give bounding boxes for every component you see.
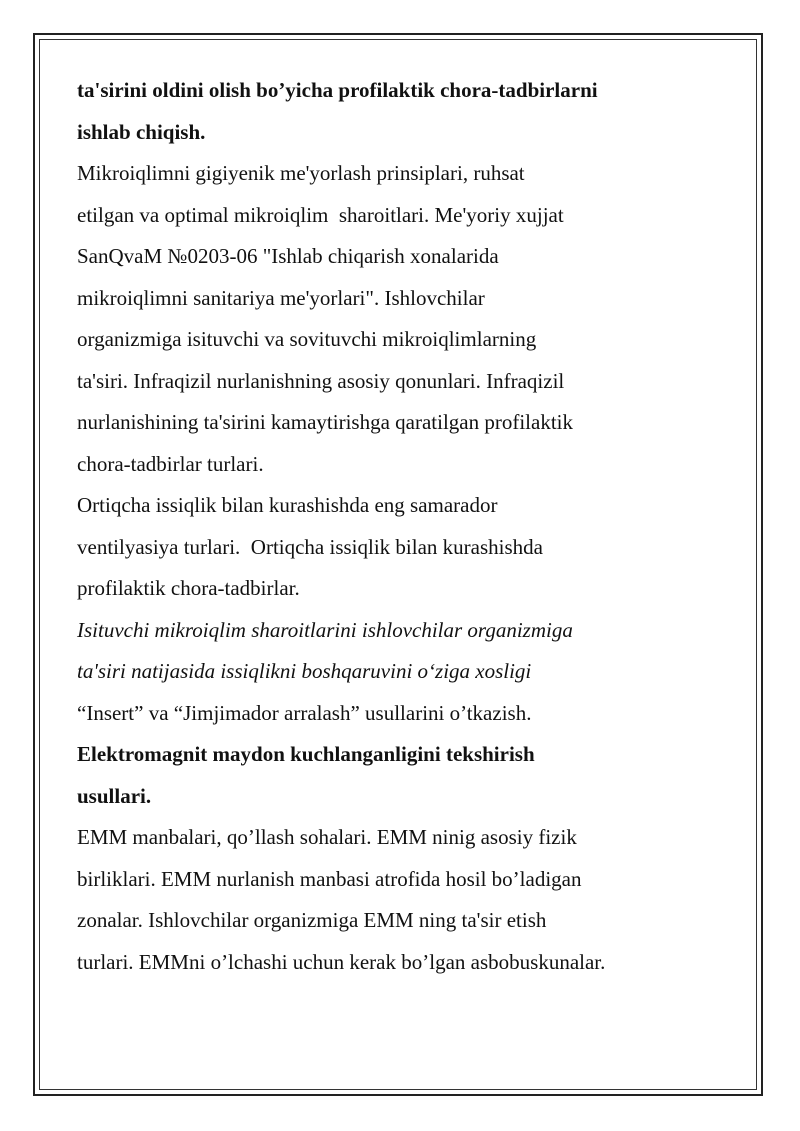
text-line: etilgan va optimal mikroiqlim sharoitlari. Me'yoriy xujjat [77,202,564,227]
text-line: EMM manbalari, qo’llash sohalari. EMM ninig asosiy fizik [77,825,577,849]
text-line: chora-tadbirlar turlari. [77,451,264,476]
text-line: nurlanishining ta'sirini kamaytirishga qaratilgan profilaktik [77,410,574,434]
text-line: ta'siri natijasida issiqlikni boshqaruvini o‘ziga xosligi [77,659,532,683]
text-line: turlari. EMMni o’lchashi uchun kerak bo’lgan asbobuskunalar. [77,949,606,974]
text-line: ventilyasiya turlari. Ortiqcha issiqlik bilan kurashishda [77,534,543,559]
text-line: mikroiqlimni sanitariya me'yorlari". Ishlovchilar [77,285,485,310]
text-line: “Insert” va “Jimjimador arralash” usullarini o’tkazish. [77,700,532,725]
text-line: Isituvchi mikroiqlim sharoitlarini ishlovchilar organizmiga [77,617,573,642]
text-line: zonalar. Ishlovchilar organizmiga EMM ning ta'sir etish [77,908,547,932]
text-line: Elektromagnit maydon kuchlanganligini tekshirish [77,742,535,766]
text-line: ishlab chiqish. [77,119,206,144]
text-line: ta'sirini oldini olish bo’yicha profilaktik chora-tadbirlarni [77,78,598,102]
text-line: ta'siri. Infraqizil nurlanishning asosiy qonunlari. Infraqizil [77,368,565,393]
text-line: SanQvaM №0203-06 "Ishlab chiqarish xonalarida [77,244,499,268]
text-line: profilaktik chora-tadbirlar. [77,576,300,600]
text-line: Ortiqcha issiqlik bilan kurashishda eng samarador [77,493,498,517]
text-line: organizmiga isituvchi va sovituvchi mikroiqlimlarning [77,327,537,351]
text-line: usullari. [77,783,152,808]
text-line: Mikroiqlimni gigiyenik me'yorlash prinsiplari, ruhsat [77,161,525,185]
document-body [77,70,737,983]
text-line: birliklari. EMM nurlanish manbasi atrofida hosil bo’ladigan [77,866,582,891]
